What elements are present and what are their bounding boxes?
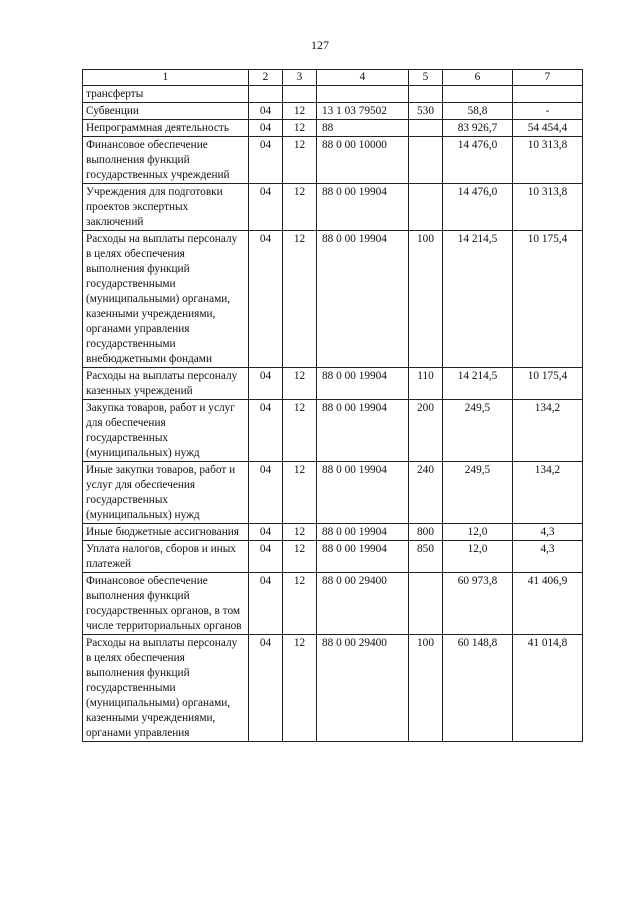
row-expense-type: 850 [409, 541, 443, 573]
row-expense-type [409, 137, 443, 184]
table-row [83, 103, 583, 120]
header-col-5: 5 [409, 70, 443, 86]
row-subsection: 12 [283, 137, 317, 184]
row-section: 04 [249, 524, 283, 541]
row-amount-6: 14 214,5 [443, 368, 513, 400]
table-row [83, 120, 583, 137]
row-subsection: 12 [283, 524, 317, 541]
row-target-article: 88 0 00 19904 [317, 184, 409, 231]
row-amount-7: 134,2 [513, 400, 583, 462]
row-target-article: 88 0 00 19904 [317, 400, 409, 462]
row-amount-6: 249,5 [443, 462, 513, 524]
row-section [249, 86, 283, 103]
row-section: 04 [249, 184, 283, 231]
row-name: Расходы на выплаты персоналу в целях обеспечения выполнения функций государственными (муниципальными) органами, казенными учреждениями, органами управления [83, 635, 249, 742]
row-section: 04 [249, 231, 283, 368]
row-subsection: 12 [283, 368, 317, 400]
row-target-article: 88 0 00 19904 [317, 231, 409, 368]
header-col-6: 6 [443, 70, 513, 86]
header-col-1: 1 [83, 70, 249, 86]
table-row [83, 400, 583, 462]
row-subsection: 12 [283, 573, 317, 635]
row-expense-type: 100 [409, 231, 443, 368]
row-subsection: 12 [283, 635, 317, 742]
row-subsection: 12 [283, 103, 317, 120]
row-amount-7: 4,3 [513, 524, 583, 541]
row-name: трансферты [83, 86, 249, 103]
row-expense-type [409, 86, 443, 103]
header-col-3: 3 [283, 70, 317, 86]
row-section: 04 [249, 137, 283, 184]
row-subsection: 12 [283, 462, 317, 524]
row-section: 04 [249, 635, 283, 742]
budget-table [82, 69, 583, 742]
row-expense-type: 800 [409, 524, 443, 541]
row-amount-7 [513, 86, 583, 103]
row-amount-7: 10 175,4 [513, 368, 583, 400]
row-target-article [317, 86, 409, 103]
row-target-article: 88 0 00 29400 [317, 573, 409, 635]
row-name: Иные закупки товаров, работ и услуг для обеспечения государственных (муниципальных) нужд [83, 462, 249, 524]
row-amount-7: - [513, 103, 583, 120]
row-amount-7: 10 313,8 [513, 137, 583, 184]
row-expense-type: 110 [409, 368, 443, 400]
row-amount-6 [443, 86, 513, 103]
row-subsection: 12 [283, 120, 317, 137]
table-row [83, 86, 583, 103]
row-name: Непрограммная деятельность [83, 120, 249, 137]
row-subsection: 12 [283, 541, 317, 573]
row-section: 04 [249, 541, 283, 573]
table-row [83, 231, 583, 368]
table-row [83, 635, 583, 742]
row-name: Финансовое обеспечение выполнения функций государственных учреждений [83, 137, 249, 184]
row-expense-type [409, 120, 443, 137]
row-name: Субвенции [83, 103, 249, 120]
row-amount-6: 12,0 [443, 541, 513, 573]
row-amount-6: 60 973,8 [443, 573, 513, 635]
row-target-article: 88 0 00 19904 [317, 524, 409, 541]
table-row [83, 137, 583, 184]
row-amount-6: 60 148,8 [443, 635, 513, 742]
table-row [83, 573, 583, 635]
header-col-4: 4 [317, 70, 409, 86]
row-name: Иные бюджетные ассигнования [83, 524, 249, 541]
row-target-article: 88 0 00 10000 [317, 137, 409, 184]
row-expense-type: 200 [409, 400, 443, 462]
row-section: 04 [249, 120, 283, 137]
row-amount-7: 10 175,4 [513, 231, 583, 368]
row-section: 04 [249, 368, 283, 400]
row-name: Расходы на выплаты персоналу в целях обеспечения выполнения функций государственными (муниципальными) органами, казенными учреждениями, органами управления государственными внебюджетными фондами [83, 231, 249, 368]
row-amount-6: 83 926,7 [443, 120, 513, 137]
row-subsection [283, 86, 317, 103]
header-row [83, 70, 583, 86]
row-amount-6: 58,8 [443, 103, 513, 120]
row-amount-7: 41 014,8 [513, 635, 583, 742]
row-name: Учреждения для подготовки проектов экспертных заключений [83, 184, 249, 231]
row-amount-7: 4,3 [513, 541, 583, 573]
row-subsection: 12 [283, 400, 317, 462]
row-amount-7: 10 313,8 [513, 184, 583, 231]
row-amount-7: 134,2 [513, 462, 583, 524]
row-amount-6: 12,0 [443, 524, 513, 541]
row-section: 04 [249, 103, 283, 120]
row-amount-6: 14 476,0 [443, 137, 513, 184]
row-expense-type [409, 573, 443, 635]
table-row [83, 368, 583, 400]
header-col-2: 2 [249, 70, 283, 86]
row-target-article: 88 [317, 120, 409, 137]
row-subsection: 12 [283, 231, 317, 368]
table-row [83, 184, 583, 231]
row-name: Расходы на выплаты персоналу казенных учреждений [83, 368, 249, 400]
row-amount-6: 14 214,5 [443, 231, 513, 368]
table-row [83, 462, 583, 524]
row-section: 04 [249, 573, 283, 635]
row-expense-type: 240 [409, 462, 443, 524]
row-expense-type [409, 184, 443, 231]
row-section: 04 [249, 462, 283, 524]
row-target-article: 13 1 03 79502 [317, 103, 409, 120]
row-expense-type: 530 [409, 103, 443, 120]
row-subsection: 12 [283, 184, 317, 231]
row-expense-type: 100 [409, 635, 443, 742]
row-target-article: 88 0 00 19904 [317, 368, 409, 400]
row-name: Уплата налогов, сборов и иных платежей [83, 541, 249, 573]
row-section: 04 [249, 400, 283, 462]
row-amount-6: 14 476,0 [443, 184, 513, 231]
row-amount-7: 41 406,9 [513, 573, 583, 635]
row-amount-6: 249,5 [443, 400, 513, 462]
row-target-article: 88 0 00 19904 [317, 541, 409, 573]
table-row [83, 541, 583, 573]
row-name: Закупка товаров, работ и услуг для обеспечения государственных (муниципальных) нужд [83, 400, 249, 462]
row-amount-7: 54 454,4 [513, 120, 583, 137]
row-target-article: 88 0 00 29400 [317, 635, 409, 742]
page-number: 127 [311, 38, 329, 52]
header-col-7: 7 [513, 70, 583, 86]
table-row [83, 524, 583, 541]
row-target-article: 88 0 00 19904 [317, 462, 409, 524]
row-name: Финансовое обеспечение выполнения функций государственных органов, в том числе территориальных органов [83, 573, 249, 635]
